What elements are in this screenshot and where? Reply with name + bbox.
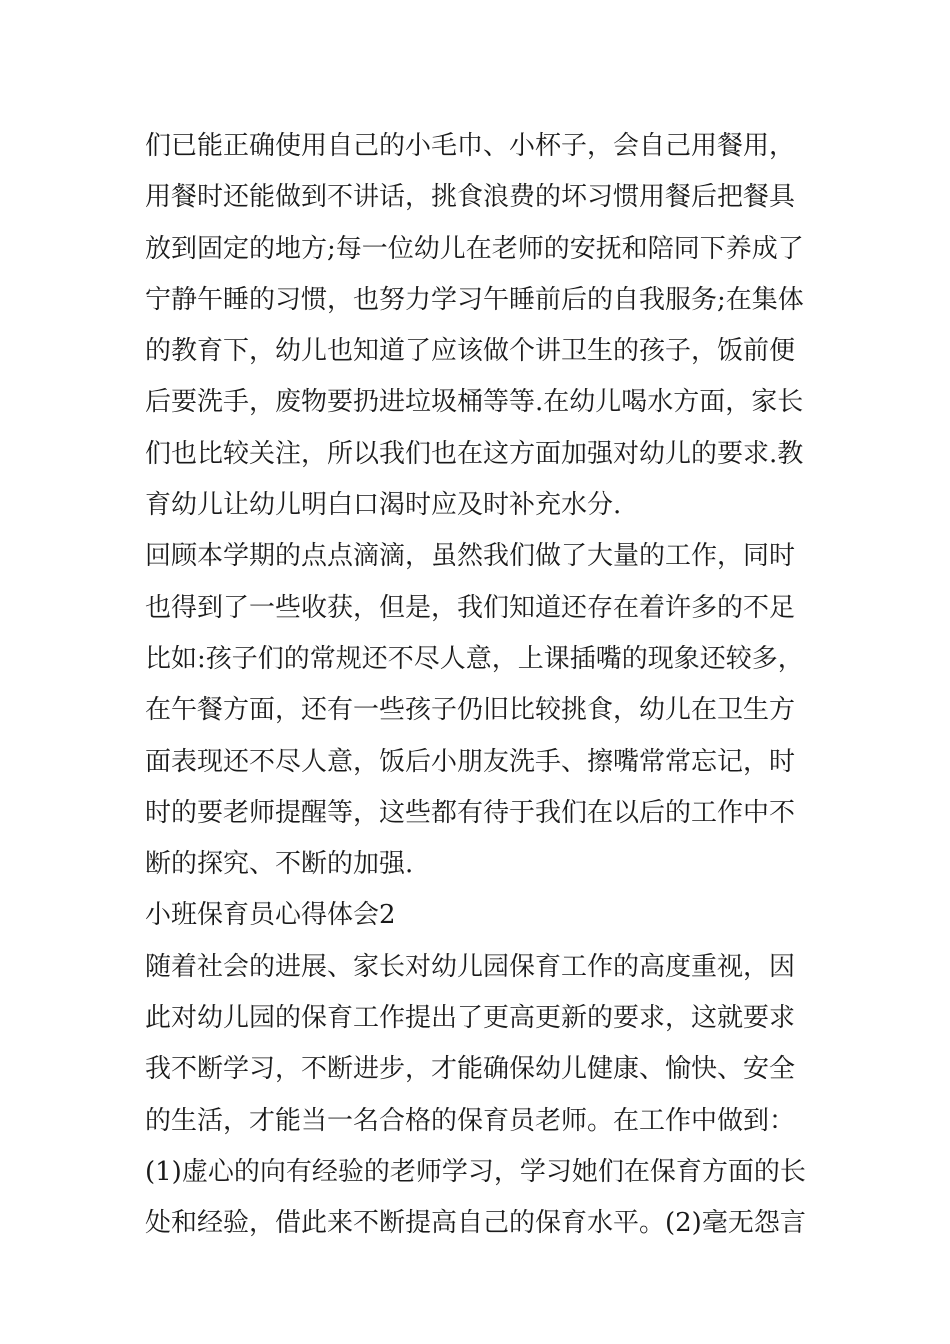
text-line: 的教育下，幼儿也知道了应该做个讲卫生的孩子，饭前便: [145, 336, 796, 367]
text-line: 们已能正确使用自己的小毛巾、小杯子，会自己用餐用，: [145, 131, 796, 161]
text-line: (1)虚心的向有经验的老师学习，学习她们在保育方面的长: [145, 1156, 806, 1187]
text-line: 处和经验，借此来不断提高自己的保育水平。(2)毫无怨言: [145, 1208, 806, 1239]
document-body: [145, 121, 810, 1250]
text-line: 也得到了一些收获，但是，我们知道还存在着许多的不足: [145, 592, 796, 623]
text-line: 随着社会的进展、家长对幼儿园保育工作的高度重视，因: [145, 951, 796, 982]
text-line: 的生活，才能当一名合格的保育员老师。在工作中做到：: [145, 1105, 796, 1136]
text-line: 我不断学习，不断进步，才能确保幼儿健康、愉快、安全: [145, 1054, 796, 1085]
text-line: 时的要老师提醒等，这些都有待于我们在以后的工作中不: [145, 797, 796, 828]
text-line: 们也比较关注，所以我们也在这方面加强对幼儿的要求.教: [145, 438, 804, 469]
text-line: 放到固定的地方;每一位幼儿在老师的安抚和陪同下养成了: [145, 233, 804, 264]
text-line: 面表现还不尽人意，饭后小朋友洗手、擦嘴常常忘记，时: [145, 746, 796, 777]
text-line: 比如:孩子们的常规还不尽人意，上课插嘴的现象还较多，: [145, 643, 804, 674]
text-line: 此对幼儿园的保育工作提出了更高更新的要求，这就要求: [145, 1003, 796, 1034]
text-line: 用餐时还能做到不讲话，挑食浪费的坏习惯用餐后把餐具: [145, 182, 796, 213]
text-line: 回顾本学期的点点滴滴，虽然我们做了大量的工作，同时: [145, 541, 796, 572]
text-line: 在午餐方面，还有一些孩子仍旧比较挑食，幼儿在卫生方: [145, 695, 796, 726]
section-heading: 小班保育员心得体会2: [145, 900, 396, 931]
text-line: 宁静午睡的习惯，也努力学习午睡前后的自我服务;在集体: [145, 284, 804, 315]
text-line: 后要洗手，废物要扔进垃圾桶等等.在幼儿喝水方面，家长: [145, 387, 804, 418]
text-line: 育幼儿让幼儿明白口渴时应及时补充水分.: [145, 490, 622, 521]
text-line: 断的探究、不断的加强.: [145, 849, 414, 880]
